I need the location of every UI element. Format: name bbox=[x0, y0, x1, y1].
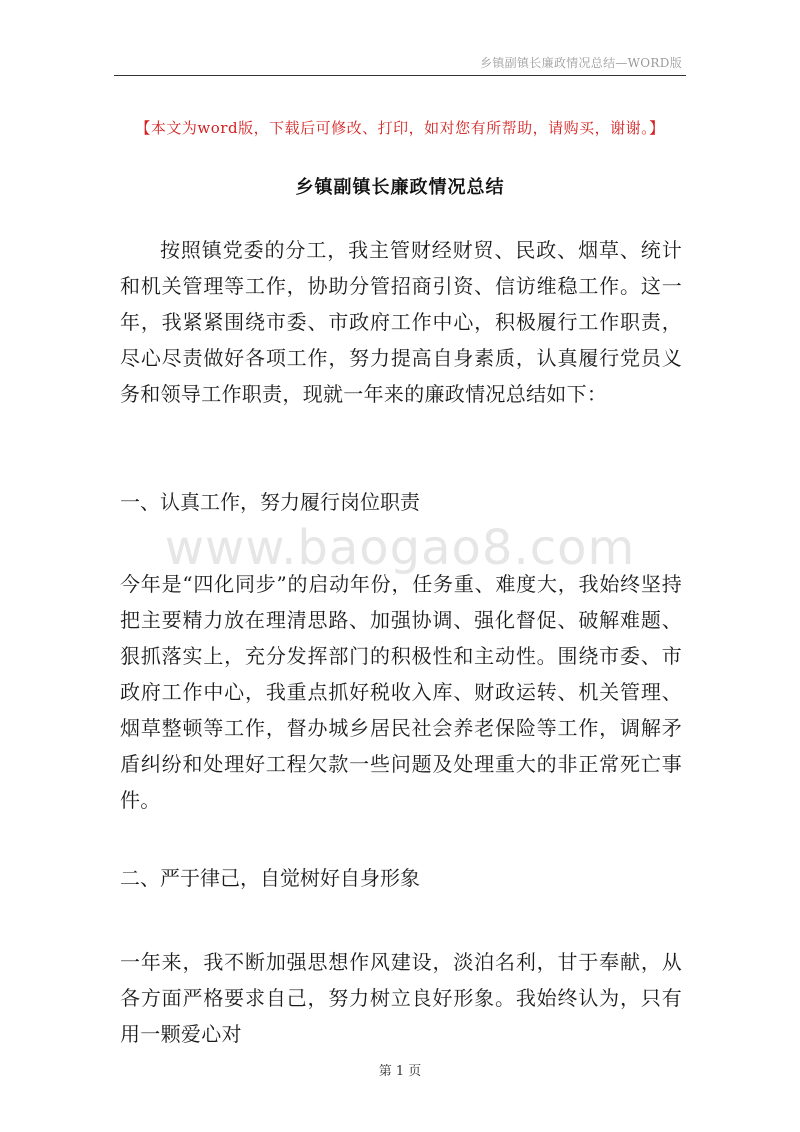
download-notice: 【本文为word版，下载后可修改、打印，如对您有所帮助，请购买，谢谢。】 bbox=[135, 119, 665, 137]
header-divider bbox=[114, 75, 686, 76]
site-watermark: www.baogao8.com bbox=[164, 520, 636, 576]
section-1-paragraph: 今年是“四化同步”的启动年份，任务重、难度大，我始终坚持把主要精力放在理清思路、加强协调、强化督促、破解难题、狠抓落实上，充分发挥部门的积极性和主动性。围绕市委、市政府工作中心，我重点抓好税收入库、财政运转、机关管理、烟草整顿等工作，督办城乡居民社会养老保险等工作，调解矛盾纠纷和处理好工程欠款一些问题及处理重大的非正常死亡事件。 bbox=[120, 572, 682, 812]
section-1-heading: 一、认真工作，努力履行岗位职责 bbox=[120, 490, 420, 514]
document-title: 乡镇副镇长廉政情况总结 bbox=[295, 177, 505, 198]
intro-paragraph: 按照镇党委的分工，我主管财经财贸、民政、烟草、统计和机关管理等工作，协助分管招商引资、信访维稳工作。这一年，我紧紧围绕市委、市政府工作中心，积极履行工作职责，尽心尽责做好各项工作，努力提高自身素质，认真履行党员义务和领导工作职责，现就一年来的廉政情况总结如下： bbox=[120, 238, 682, 406]
running-header: 乡镇副镇长廉政情况总结—WORD版 bbox=[480, 56, 682, 70]
page-number: 第 1 页 bbox=[378, 1064, 422, 1079]
section-2-heading: 二、严于律己，自觉树好自身形象 bbox=[120, 866, 420, 890]
section-2-paragraph: 一年来，我不断加强思想作风建设，淡泊名利，甘于奉献，从各方面严格要求自己，努力树立良好形象。我始终认为，只有用一颗爱心对 bbox=[120, 950, 682, 1046]
